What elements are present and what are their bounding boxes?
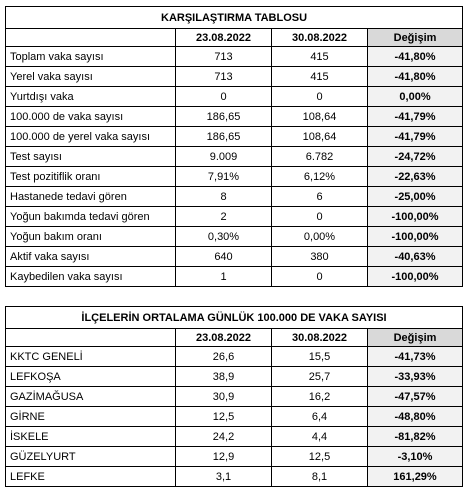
- districts-table: [5, 306, 463, 487]
- table-row: [6, 167, 463, 187]
- row-value-date-2: 6,4: [272, 407, 368, 427]
- row-change: -41,79%: [368, 127, 463, 147]
- row-label: Toplam vaka sayısı: [6, 47, 176, 67]
- row-value-date-1: 186,65: [176, 107, 272, 127]
- row-label: 100.000 de yerel vaka sayısı: [6, 127, 176, 147]
- row-change: -100,00%: [368, 227, 463, 247]
- row-label: Yurtdışı vaka: [6, 87, 176, 107]
- row-label: Aktif vaka sayısı: [6, 247, 176, 267]
- row-value-date-1: 0: [176, 87, 272, 107]
- row-value-date-2: 12,5: [272, 447, 368, 467]
- row-value-date-2: 0: [272, 267, 368, 287]
- row-value-date-2: 16,2: [272, 387, 368, 407]
- row-change: -24,72%: [368, 147, 463, 167]
- table-row: [6, 207, 463, 227]
- row-label: GÜZELYURT: [6, 447, 176, 467]
- row-label: LEFKOŞA: [6, 367, 176, 387]
- row-value-date-1: 9.009: [176, 147, 272, 167]
- row-change: 0,00%: [368, 87, 463, 107]
- table-row: [6, 407, 463, 427]
- table-row: [6, 267, 463, 287]
- table-row: [6, 347, 463, 367]
- row-value-date-2: 380: [272, 247, 368, 267]
- table-row: [6, 47, 463, 67]
- table-row: [6, 467, 463, 487]
- header-date-1: 23.08.2022: [176, 29, 272, 47]
- row-label: Hastanede tedavi gören: [6, 187, 176, 207]
- row-label: GİRNE: [6, 407, 176, 427]
- table-row: [6, 427, 463, 447]
- row-label: 100.000 de vaka sayısı: [6, 107, 176, 127]
- header-blank: [6, 329, 176, 347]
- comparison-header-row: [6, 29, 463, 47]
- row-change: -33,93%: [368, 367, 463, 387]
- row-value-date-1: 30,9: [176, 387, 272, 407]
- row-value-date-1: 713: [176, 67, 272, 87]
- table-row: [6, 127, 463, 147]
- row-change: -40,63%: [368, 247, 463, 267]
- table-row: [6, 447, 463, 467]
- districts-header-row: [6, 329, 463, 347]
- row-change: -100,00%: [368, 267, 463, 287]
- row-label: Yerel vaka sayısı: [6, 67, 176, 87]
- comparison-title: KARŞILAŞTIRMA TABLOSU: [6, 7, 463, 29]
- row-label: KKTC GENELİ: [6, 347, 176, 367]
- header-date-2: 30.08.2022: [272, 29, 368, 47]
- row-value-date-1: 186,65: [176, 127, 272, 147]
- row-label: LEFKE: [6, 467, 176, 487]
- row-change: -41,80%: [368, 47, 463, 67]
- row-value-date-1: 640: [176, 247, 272, 267]
- comparison-title-row: [6, 7, 463, 29]
- row-label: Yoğun bakım oranı: [6, 227, 176, 247]
- header-change: Değişim: [368, 29, 463, 47]
- row-change: -48,80%: [368, 407, 463, 427]
- row-value-date-1: 38,9: [176, 367, 272, 387]
- row-value-date-2: 415: [272, 47, 368, 67]
- table-row: [6, 87, 463, 107]
- row-value-date-2: 0: [272, 207, 368, 227]
- districts-title: İLÇELERİN ORTALAMA GÜNLÜK 100.000 DE VAKA SAYISI: [6, 307, 463, 329]
- row-value-date-2: 6.782: [272, 147, 368, 167]
- comparison-table: [5, 6, 463, 287]
- row-value-date-1: 26,6: [176, 347, 272, 367]
- row-value-date-1: 12,9: [176, 447, 272, 467]
- row-label: Test sayısı: [6, 147, 176, 167]
- districts-title-row: [6, 307, 463, 329]
- row-change: -41,79%: [368, 107, 463, 127]
- row-change: -81,82%: [368, 427, 463, 447]
- row-value-date-2: 415: [272, 67, 368, 87]
- row-value-date-2: 108,64: [272, 107, 368, 127]
- row-change: -41,73%: [368, 347, 463, 367]
- row-value-date-2: 6: [272, 187, 368, 207]
- header-change: Değişim: [368, 329, 463, 347]
- row-change: -47,57%: [368, 387, 463, 407]
- header-date-1: 23.08.2022: [176, 329, 272, 347]
- row-value-date-2: 25,7: [272, 367, 368, 387]
- row-value-date-2: 6,12%: [272, 167, 368, 187]
- row-value-date-2: 15,5: [272, 347, 368, 367]
- row-change: 161,29%: [368, 467, 463, 487]
- table-row: [6, 67, 463, 87]
- table-row: [6, 107, 463, 127]
- header-blank: [6, 29, 176, 47]
- header-date-2: 30.08.2022: [272, 329, 368, 347]
- table-row: [6, 247, 463, 267]
- row-value-date-2: 4,4: [272, 427, 368, 447]
- row-value-date-1: 0,30%: [176, 227, 272, 247]
- table-row: [6, 367, 463, 387]
- row-value-date-2: 0: [272, 87, 368, 107]
- row-label: Yoğun bakımda tedavi gören: [6, 207, 176, 227]
- row-label: Kaybedilen vaka sayısı: [6, 267, 176, 287]
- row-value-date-1: 24,2: [176, 427, 272, 447]
- row-change: -41,80%: [368, 67, 463, 87]
- row-label: İSKELE: [6, 427, 176, 447]
- row-value-date-1: 3,1: [176, 467, 272, 487]
- row-value-date-2: 8,1: [272, 467, 368, 487]
- row-value-date-1: 12,5: [176, 407, 272, 427]
- table-row: [6, 187, 463, 207]
- table-row: [6, 387, 463, 407]
- row-label: GAZİMAĞUSA: [6, 387, 176, 407]
- row-value-date-2: 108,64: [272, 127, 368, 147]
- row-change: -25,00%: [368, 187, 463, 207]
- row-change: -100,00%: [368, 207, 463, 227]
- table-row: [6, 227, 463, 247]
- row-value-date-2: 0,00%: [272, 227, 368, 247]
- row-value-date-1: 8: [176, 187, 272, 207]
- row-value-date-1: 713: [176, 47, 272, 67]
- row-change: -22,63%: [368, 167, 463, 187]
- table-row: [6, 147, 463, 167]
- row-value-date-1: 1: [176, 267, 272, 287]
- row-value-date-1: 7,91%: [176, 167, 272, 187]
- row-value-date-1: 2: [176, 207, 272, 227]
- row-label: Test pozitiflik oranı: [6, 167, 176, 187]
- row-change: -3,10%: [368, 447, 463, 467]
